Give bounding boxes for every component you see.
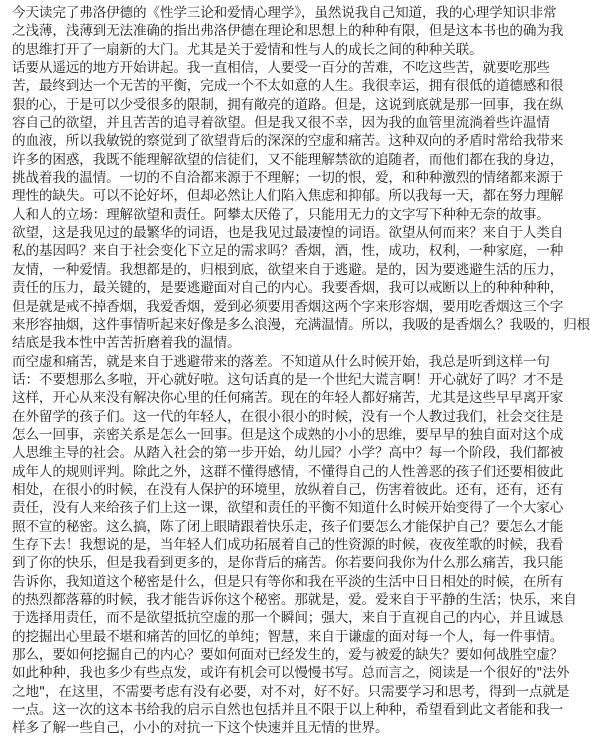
text-line: 告诉你，我知道这个秘密是什么，但是只有等你和我在平淡的生活中日日相处的时候，在所有	[12, 573, 564, 590]
text-line: 于选择用责任，而不是欲望抵抗空虚的那一个瞬间；强大，来自于直视自己的内心，并且诚恳	[12, 610, 564, 627]
text-line: 但是就是戒不掉香烟，我爱香烟，爱到必须要用香烟这两个字来形容烟，要用吃香烟这三个字	[12, 298, 564, 315]
text-line: 在外留学的孩子们。这一代的年轻人，在很小很小的时候，没有一个人教过我们，社会交往是	[12, 408, 564, 425]
text-line: 今天读完了弗洛伊德的《性学三论和爱情心理学》，虽然说我自己知道，我的心理学知识非常	[12, 5, 557, 21]
text-line: 责任，没有人来给孩子们上这一课，欲望和责任的平衡不知道什么时候开始变得了一个大家心	[12, 500, 564, 517]
text-line: 的血液，所以我敏锐的察觉到了欲望背后的深深的空虚和痛苦。这种双向的矛盾时常给我带来	[12, 133, 564, 150]
text-line: 苦，最终到达一个无苦的平衡，完成一个不太如意的人生。我很幸运，拥有很低的道德感和很	[12, 78, 564, 95]
text-line: 的热烈都落幕的时候，我才能告诉你这个秘密。那就是，爱。爱来自于平静的生活；快乐，来自	[12, 592, 577, 608]
text-line: 人思维主导的社会。从踏入社会的第一步开始，幼儿园？小学？高中？每一个阶段，我们都被	[12, 445, 564, 462]
text-line: 成年人的规则评判。除此之外，这群不懂得感情，不懂得自己的人性善恶的孩子们还要相彼此	[12, 463, 564, 480]
text-line: 样多了解一些自己，小小的对抗一下这个快速并且无情的世界。	[12, 720, 389, 737]
text-line: 的挖掘出心里最不堪和痛苦的回忆的单纯；智慧，来自于谦虚的面对每一个人，每一件事情。	[12, 628, 564, 645]
text-line: 友情，一种爱情。我想都是的，归根到底，欲望来自于逃避。是的，因为要逃避生活的压力，	[12, 261, 564, 278]
text-line: 话要从遥远的地方开始讲起。我一直相信，人要受一百分的苦难，不吃这些苦，就要吃那些	[12, 60, 550, 77]
text-line: 一点。这一次的这本书给我的启示自然也包括并且不限于以上种种，希望看到此文者能和我一	[12, 702, 564, 719]
text-line: 结底是我本性中苦苦折磨着我的温情。	[12, 335, 241, 352]
text-line: 相处，在很小的时候，在没有人保护的环境里，放纵着自己，伤害着彼此。还有，还有，还有	[12, 481, 564, 498]
text-line: 人和人的立场：理解欲望和责任。阿攀太厌倦了，只能用无力的文字写下种种无奈的故事。	[12, 206, 550, 223]
text-line: 的思维打开了一扇新的大门。尤其是关于爱情和性与人的成长之间的种种关联。	[12, 41, 483, 58]
text-line: 责任的压力，最关键的，是要逃避面对自己的内心。我要香烟，我可以戒断以上的种种种种，	[12, 280, 564, 297]
text-line: 照不宣的秘密。这么搞，陈了闭上眼睛跟着快乐走，孩子们要怎么才能保护自己？要怎么才能	[12, 518, 564, 535]
text-line: 如此种种，我也多少有些点发，或许有机会可以慢慢书写。总而言之，阅读是一个很好的"法外	[12, 665, 570, 682]
text-line: 之地"，在这里，不需要考虑有没有必要，对不对，好不好。只需要学习和思考，得到一点就是	[12, 683, 570, 700]
text-line: 而空虚和痛苦，就是来自于逃避带来的落差。不知道从什么时候开始，我总是听到这样一句	[12, 353, 550, 370]
text-line: 话：不要想那么多啦，开心就好啦。这句话真的是一个世纪大谎言啊！开心就好了吗？才不是	[12, 371, 564, 388]
text-line: 许多的困惑，我既不能理解欲望的信徒们，又不能理解禁欲的追随者，而他们都在我的身边，	[12, 151, 564, 168]
text-line: 狠的心，于是可以少受很多的限制，拥有敞亮的道路。但是，这说到底就是那一回事，我在纵	[12, 96, 564, 113]
text-line: 到了你的快乐，但是我看到更多的，是你背后的痛苦。你若要问我你为什么那么痛苦，我只能	[12, 555, 564, 572]
text-line: 之浅薄，浅薄到无法准确的指出弗洛伊德在理论和思想上的种种有限，但是这本书也的确为我	[12, 23, 564, 40]
text-line: 私的基因吗？来自于社会变化下立足的需求吗？香烟，酒，性，成功，权利，一种家庭，一种	[12, 243, 564, 260]
text-line: 生存下去！我想说的是，当年轻人们成功拓展着自己的性资源的时候，夜夜笙歌的时候，我看	[12, 536, 564, 553]
text-line: 来形容抽烟，这件事情听起来好像是多么浪漫，充满温情。所以，我吸的是香烟么？我吸的，归根	[12, 316, 590, 333]
text-line: 欲望，这是我见过的最繁华的词语，也是我见过最凄惶的词语。欲望从何而来？来自于人类自	[12, 225, 564, 242]
text-line: 那么，要如何挖掘自己的内心？要如何面对已经发生的，爱与被爱的缺失？要如何战胜空虚？	[12, 647, 564, 664]
text-line: 怎么一回事，亲密关系是怎么一回事。但是这个成熟的小小的思维，要早早的独自面对这个成	[12, 426, 564, 443]
text-line: 挑战着我的温情。一切的不自洽都来源于不理解；一切的恨，爱，和种种激烈的情绪都来源于	[12, 170, 564, 187]
text-line: 容自己的欲望，并且苦苦的追寻着欲望。但是我又很不幸，因为我的血管里流淌着些许温情	[12, 115, 550, 132]
text-line: 理性的缺失。可以不论好坏，但却必然让人们陷入焦虑和抑郁。所以我每一天，都在努力理解	[12, 188, 564, 205]
text-line: 这样，开心从来没有解决你心里的任何痛苦。现在的年轻人都好痛苦，尤其是这些早早离开家	[12, 390, 564, 407]
